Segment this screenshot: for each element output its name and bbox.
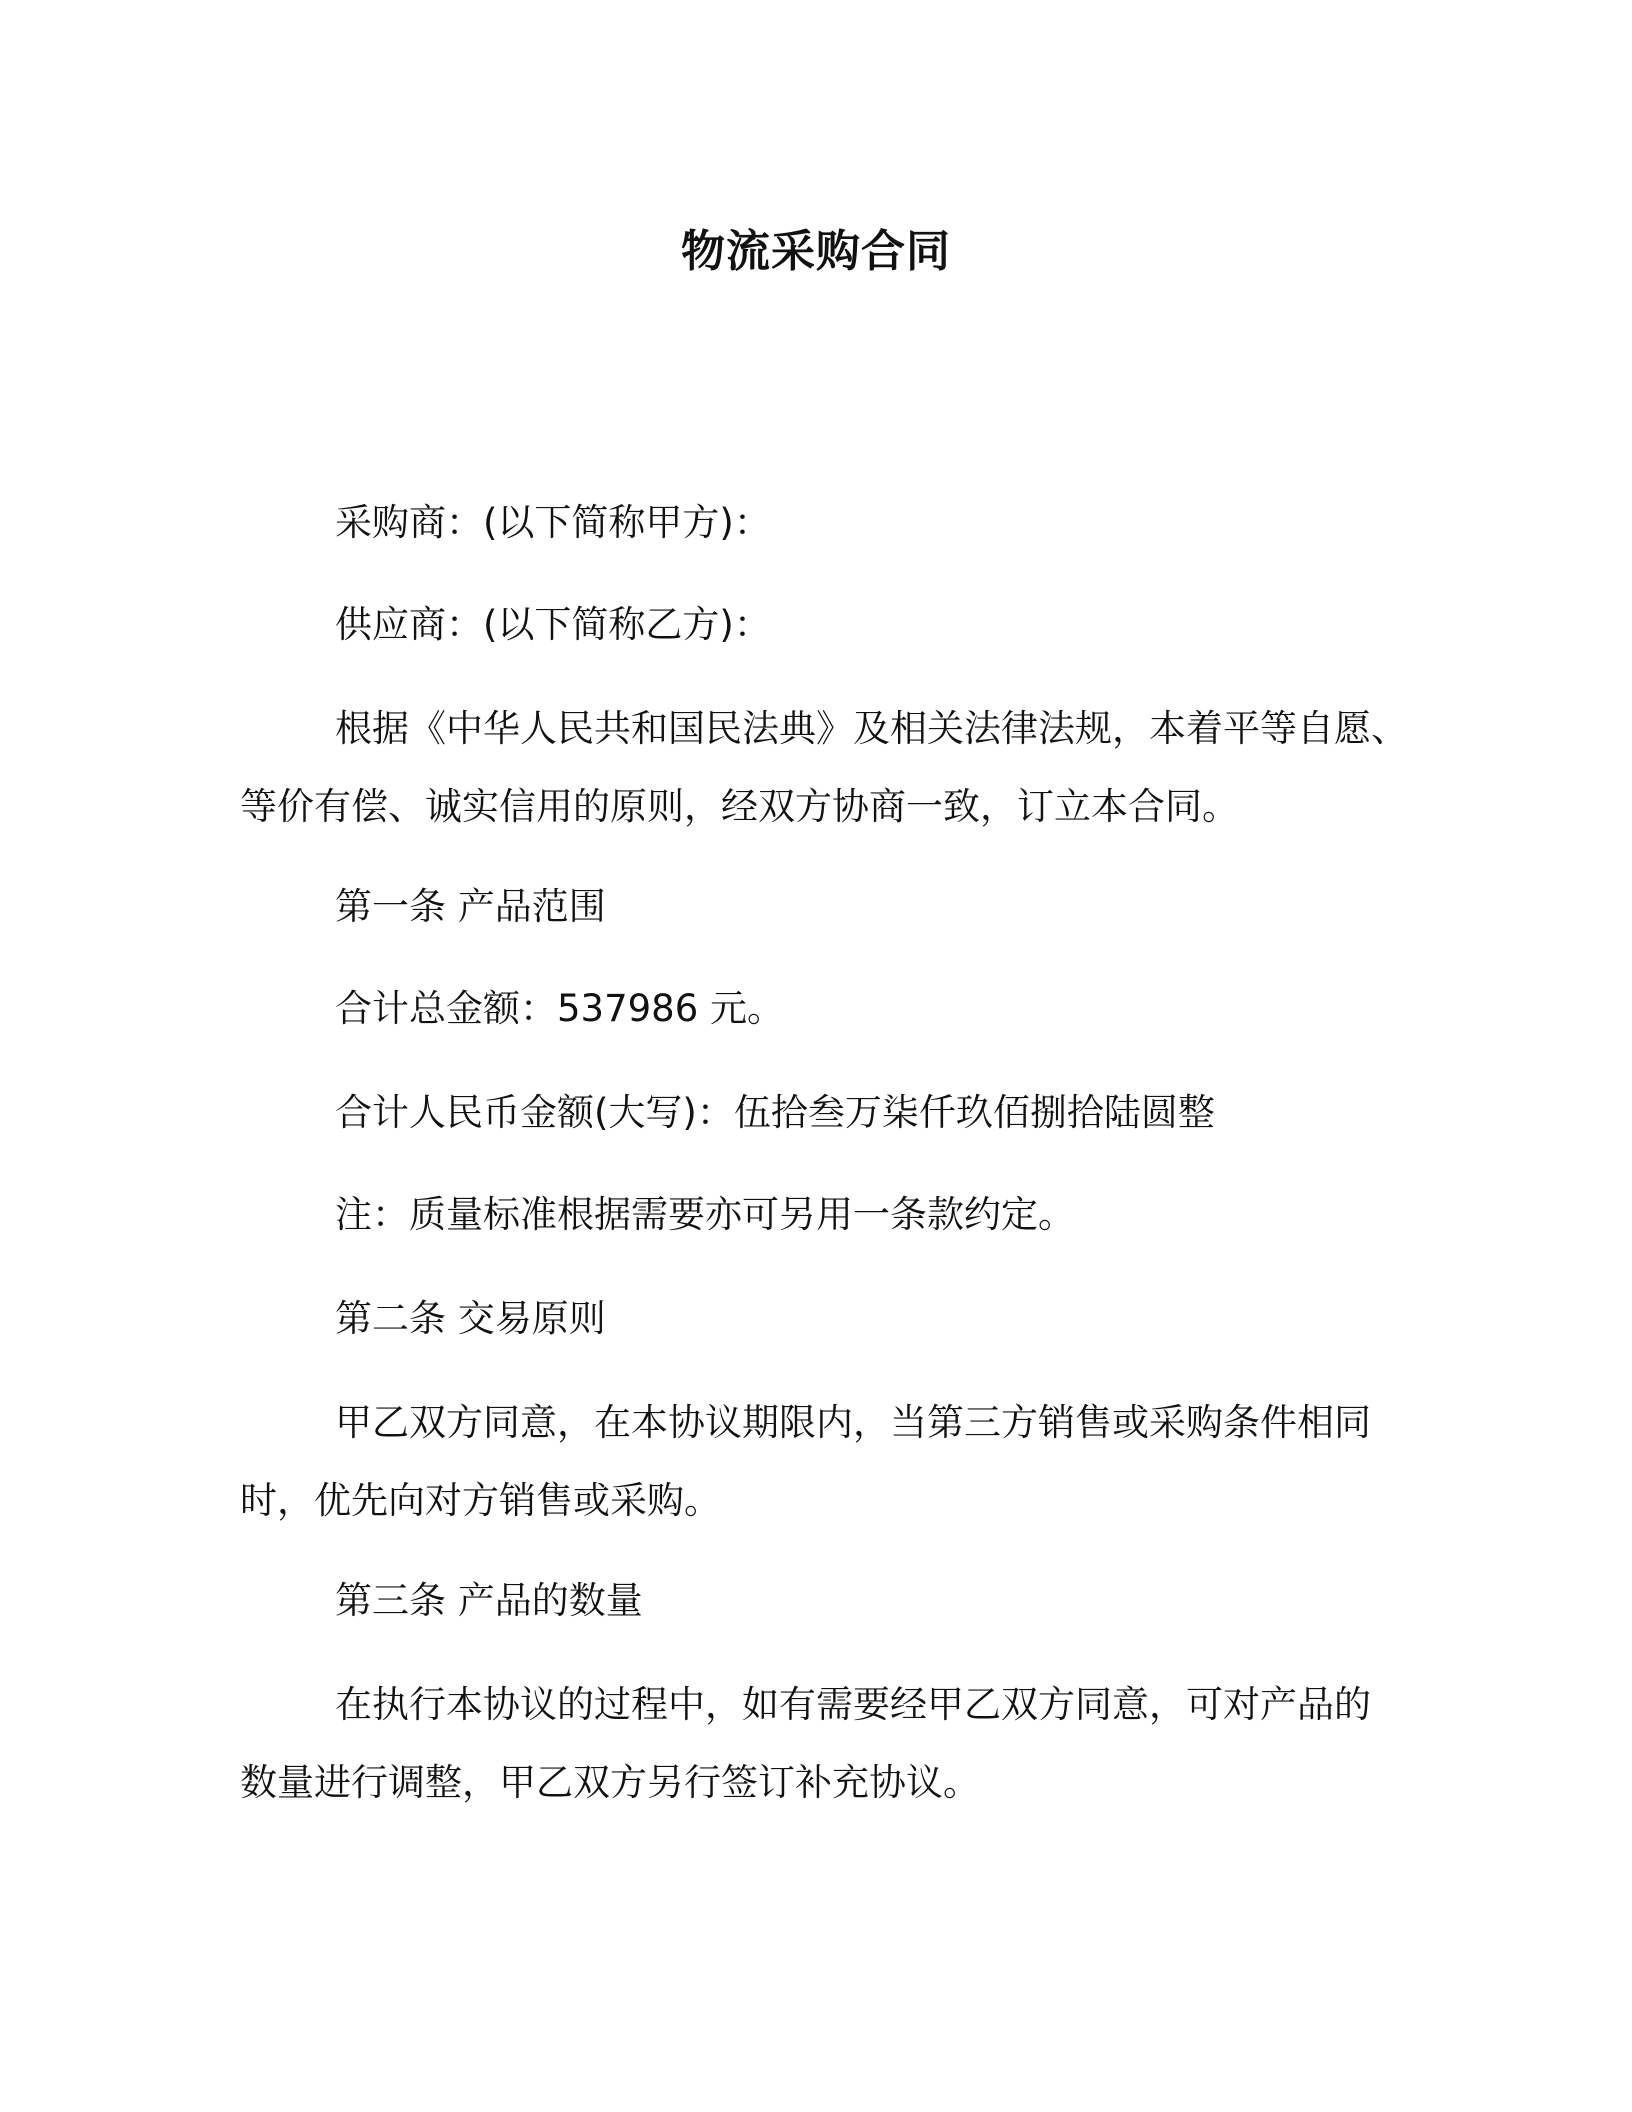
article-2-heading: 第二条 交易原则	[335, 1297, 606, 1340]
article-3-line-2: 数量进行调整，甲乙双方另行签订补充协议。	[240, 1761, 980, 1804]
article-3-heading: 第三条 产品的数量	[335, 1579, 643, 1622]
quality-note: 注：质量标准根据需要亦可另用一条款约定。	[335, 1193, 1075, 1236]
article-1-heading: 第一条 产品范围	[335, 885, 606, 928]
supplier-line: 供应商：(以下简称乙方)：	[335, 603, 771, 646]
article-2-line-2: 时，优先向对方销售或采购。	[240, 1479, 721, 1522]
intro-paragraph-line-2: 等价有偿、诚实信用的原则，经双方协商一致，订立本合同。	[240, 785, 1239, 828]
total-amount-words: 合计人民币金额(大写)：伍拾叁万柒仟玖佰捌拾陆圆整	[335, 1091, 1215, 1134]
article-3-line-1: 在执行本协议的过程中，如有需要经甲乙双方同意，可对产品的	[335, 1683, 1371, 1726]
document-title: 物流采购合同	[681, 226, 951, 277]
total-amount: 合计总金额：537986 元。	[335, 987, 785, 1030]
article-2-line-1: 甲乙双方同意，在本协议期限内，当第三方销售或采购条件相同	[335, 1401, 1371, 1444]
purchaser-line: 采购商：(以下简称甲方)：	[335, 501, 771, 544]
intro-paragraph-line-1: 根据《中华人民共和国民法典》及相关法律法规，本着平等自愿、	[335, 707, 1408, 750]
